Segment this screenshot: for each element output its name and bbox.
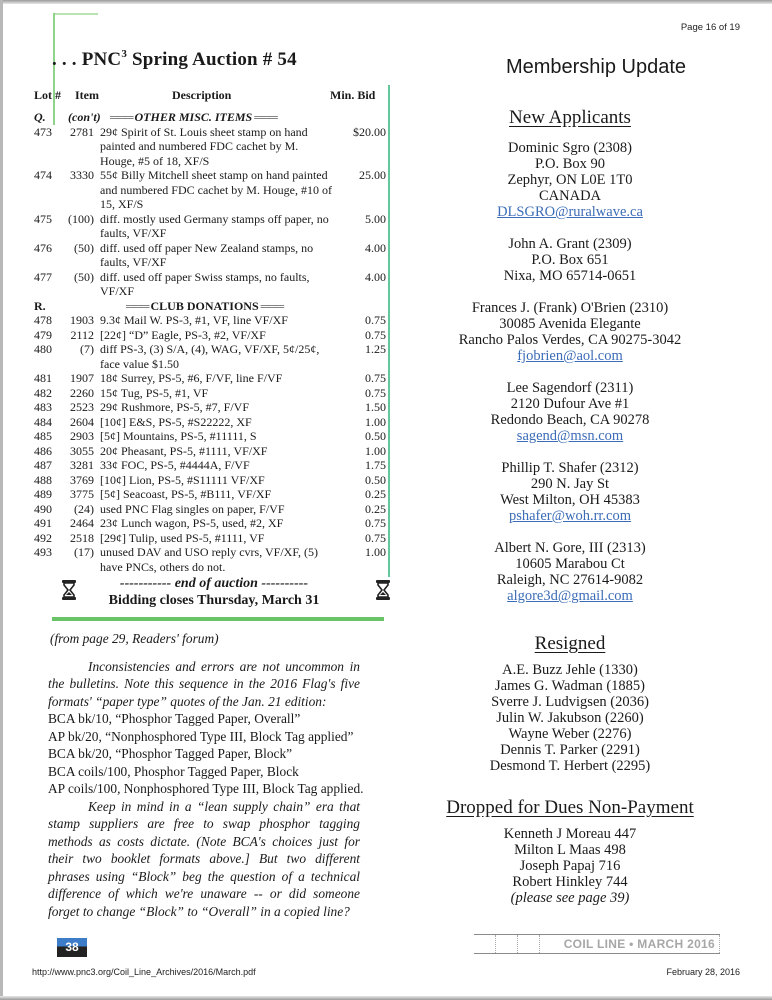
hourglass-icon bbox=[62, 580, 76, 600]
lot-description: diff PS-3, (3) S/A, (4), WAG, VF/XF, 5¢/25¢, face value $1.50 bbox=[100, 342, 320, 371]
applicant-address-line: Zephyr, ON L0E 1T0 bbox=[507, 172, 633, 188]
bidding-closes-text: Bidding closes Thursday, March 31 bbox=[108, 593, 320, 608]
applicant-address-line: Nixa, MO 65714-0651 bbox=[503, 268, 637, 284]
table-row bbox=[34, 212, 386, 241]
lot-number: 487 bbox=[34, 458, 52, 472]
auction-title: . . . PNC$^3$ Spring Auction # 54 bbox=[52, 48, 297, 70]
lot-number: 491 bbox=[34, 516, 52, 530]
scan-border-left bbox=[0, 0, 3, 1000]
min-bid: 1.00 bbox=[365, 443, 386, 458]
lot-number: 477 bbox=[34, 269, 52, 284]
applicant-entry bbox=[420, 540, 720, 604]
item-number: (7) bbox=[80, 342, 94, 356]
applicant-name: Albert N. Gore, III (2313) bbox=[494, 540, 646, 556]
banner-cell bbox=[474, 935, 496, 953]
lot-number: 474 bbox=[34, 168, 52, 182]
lot-number: 488 bbox=[34, 472, 52, 487]
readers-forum-article bbox=[48, 630, 364, 920]
min-bid: 1.00 bbox=[365, 414, 386, 429]
table-row bbox=[34, 531, 386, 546]
applicant-address-line: P.O. Box 90 bbox=[534, 156, 606, 172]
lot-description: 55¢ Billy Mitchell sheet stamp on hand painted and numbered FDC cachet by M. Houge, #10 of 15, XF/S bbox=[100, 168, 332, 211]
banner-cell bbox=[496, 935, 518, 953]
applicant-address-line: 10605 Marabou Ct bbox=[515, 556, 625, 572]
table-row bbox=[34, 458, 386, 473]
applicant-name: John A. Grant (2309) bbox=[508, 236, 632, 252]
item-number: (50) bbox=[74, 269, 94, 284]
lot-description: [5¢] Mountains, PS-5, #11111, S bbox=[100, 429, 257, 443]
applicant-entry bbox=[420, 140, 720, 220]
item-number: 3055 bbox=[70, 443, 94, 458]
green-divider bbox=[52, 617, 384, 621]
membership-title: Membership Update bbox=[505, 56, 687, 78]
item-number bbox=[64, 299, 116, 314]
applicant-email-link[interactable]: sagend@msn.com bbox=[516, 428, 624, 444]
table-row bbox=[34, 487, 386, 502]
hourglass-icon bbox=[376, 580, 390, 600]
page-number-badge: 38 bbox=[57, 938, 87, 957]
min-bid: 0.75 bbox=[365, 327, 386, 342]
min-bid: 0.75 bbox=[365, 530, 386, 545]
item-number: 3775 bbox=[70, 487, 94, 501]
item-number: 1903 bbox=[70, 313, 94, 327]
table-row bbox=[34, 342, 386, 371]
table-row bbox=[34, 429, 386, 444]
table-row bbox=[34, 125, 386, 169]
item-number: 3281 bbox=[70, 458, 94, 472]
lot-description: diff. used off paper Swiss stamps, no faults, VF/XF bbox=[100, 269, 310, 298]
lot-description: [5¢] Seacoast, PS-5, #B111, VF/XF bbox=[100, 487, 272, 501]
lot-number: 476 bbox=[34, 240, 52, 255]
min-bid: 0.25 bbox=[365, 501, 386, 516]
applicant-address-line: Redondo Beach, CA 90278 bbox=[490, 412, 650, 428]
min-bid: 1.50 bbox=[365, 400, 386, 414]
table-row bbox=[34, 313, 386, 328]
table-row bbox=[34, 270, 386, 299]
dropped-section bbox=[420, 797, 720, 906]
lot-number: 490 bbox=[34, 501, 52, 516]
resigned-member: James G. Wadman (1885) bbox=[495, 678, 645, 694]
lot-number: 489 bbox=[34, 487, 52, 501]
dropped-note: (please see page 39) bbox=[510, 890, 630, 906]
section-heading: ═══ OTHER MISC. ITEMS ═══ bbox=[110, 110, 277, 124]
section-row bbox=[34, 110, 386, 125]
resigned-member: A.E. Buzz Jehle (1330) bbox=[502, 662, 638, 678]
applicant-address-line: Raleigh, NC 27614-9082 bbox=[496, 572, 644, 588]
column-header-description: Description bbox=[172, 88, 232, 102]
resigned-member: Wayne Weber (2276) bbox=[508, 726, 632, 742]
lot-description: diff. mostly used Germany stamps off paper, no faults, VF/XF bbox=[100, 211, 329, 240]
lot-description: 20¢ Pheasant, PS-5, #1111, VF/XF bbox=[100, 443, 268, 458]
lot-number: 485 bbox=[34, 429, 52, 443]
applicant-email-link[interactable]: algore3d@gmail.com bbox=[507, 588, 633, 604]
table-row bbox=[34, 241, 386, 270]
resigned-member: Dennis T. Parker (2291) bbox=[500, 742, 640, 758]
lot-number: 479 bbox=[34, 327, 52, 342]
applicant-email-link[interactable]: DLSGRO@ruralwave.ca bbox=[497, 204, 643, 220]
lot-description: 23¢ Lunch wagon, PS-5, used, #2, XF bbox=[100, 516, 284, 530]
column-header-lot: Lot # bbox=[34, 88, 61, 102]
article-quote-line: BCA bk/10, “Phosphor Tagged Paper, Overall” bbox=[48, 711, 301, 726]
resigned-member: Julin W. Jakubson (2260) bbox=[496, 710, 644, 726]
lot-number: 492 bbox=[34, 530, 52, 545]
table-row bbox=[34, 400, 386, 415]
section-row bbox=[34, 299, 386, 314]
applicant-email-link[interactable]: pshafer@woh.rr.com bbox=[508, 508, 632, 524]
applicant-entry bbox=[420, 460, 720, 524]
lot-description: used PNC Flag singles on paper, F/VF bbox=[100, 501, 285, 516]
lot-number: R. bbox=[34, 298, 46, 313]
table-row bbox=[34, 502, 386, 517]
applicant-name: Frances J. (Frank) O'Brien (2310) bbox=[471, 300, 669, 316]
scan-border-top bbox=[0, 0, 772, 4]
applicant-name: Phillip T. Shafer (2312) bbox=[501, 460, 639, 476]
resigned-member: Desmond T. Herbert (2295) bbox=[489, 758, 651, 774]
table-row bbox=[34, 473, 386, 488]
lot-description: 29¢ Spirit of St. Louis sheet stamp on hand painted and numbered FDC cachet by M. Houge, #5 of 18, XF/S bbox=[100, 124, 308, 168]
article-paragraph-2: Keep in mind in a “lean supply chain” era that stamp suppliers are free to swap phosphor tagging methods as costs dictate. (Note BCA's choices just for their two booklet formats above.] But two different phrases using “Block” beg the question of a technical difference of which we're unaware -- or did someone forget to change “Block” to “Overall” in a copied line? bbox=[48, 798, 360, 919]
dropped-member: Robert Hinkley 744 bbox=[512, 874, 628, 890]
table-row bbox=[34, 415, 386, 430]
article-source-note: (from page 29, Readers' forum) bbox=[50, 631, 219, 646]
lot-number: Q. bbox=[34, 110, 46, 124]
applicant-entry bbox=[420, 300, 720, 364]
resigned-title: Resigned bbox=[534, 633, 606, 654]
item-number: 2518 bbox=[70, 530, 94, 545]
lot-number: 473 bbox=[34, 124, 52, 139]
resigned-member: Sverre J. Ludvigsen (2036) bbox=[491, 694, 649, 710]
article-paragraph-1: Inconsistencies and errors are not uncommon in the bulletins. Note this sequence in the 2016 Flag's five formats' “paper type” quotes of the Jan. 21 edition: bbox=[48, 658, 360, 709]
applicant-address-line: 30085 Avenida Elegante bbox=[499, 316, 641, 332]
green-rule-right bbox=[388, 85, 390, 577]
item-number: 3769 bbox=[70, 472, 94, 487]
item-number: (24) bbox=[74, 501, 94, 516]
item-number: 2523 bbox=[70, 400, 94, 414]
lot-description: [10¢] Lion, PS-5, #S11111 VF/XF bbox=[100, 472, 265, 487]
lot-description: [10¢] E&S, PS-5, #S22222, XF bbox=[100, 414, 252, 429]
lot-description: [22¢] “D” Eagle, PS-3, #2, VF/XF bbox=[100, 327, 266, 342]
lot-number: 480 bbox=[34, 342, 52, 356]
min-bid: 0.50 bbox=[365, 429, 386, 443]
table-row bbox=[34, 168, 386, 212]
applicant-name: Lee Sagendorf (2311) bbox=[506, 380, 634, 396]
min-bid: 25.00 bbox=[359, 168, 386, 182]
coil-line-banner-text: COIL LINE • MARCH 2016 bbox=[540, 935, 720, 953]
lot-number: 478 bbox=[34, 313, 52, 327]
min-bid bbox=[340, 110, 386, 125]
dropped-title: Dropped for Dues Non-Payment bbox=[446, 797, 694, 818]
applicant-address-line: P.O. Box 651 bbox=[531, 252, 609, 268]
footer-date: February 28, 2016 bbox=[666, 967, 740, 977]
min-bid: 5.00 bbox=[365, 211, 386, 226]
item-number: 2903 bbox=[70, 429, 94, 443]
min-bid: 1.00 bbox=[365, 545, 386, 559]
lot-description: diff. used off paper New Zealand stamps, no faults, VF/XF bbox=[100, 240, 314, 269]
item-number: (con't) bbox=[68, 110, 101, 124]
scan-border-bottom bbox=[0, 996, 772, 1000]
lot-number: 484 bbox=[34, 414, 52, 429]
dropped-member: Milton L Maas 498 bbox=[514, 842, 626, 858]
article-quote-line: BCA bk/20, “Phosphor Tagged Paper, Block” bbox=[48, 746, 293, 761]
article-quote-line: AP bk/20, “Nonphosphored Type III, Block Tag applied” bbox=[48, 728, 354, 744]
item-number: 1907 bbox=[70, 371, 94, 385]
lot-description: unused DAV and USO reply cvrs, VF/XF, (5) have PNCs, others do not. bbox=[100, 545, 319, 574]
min-bid: 1.25 bbox=[365, 342, 386, 356]
footer-url[interactable]: http://www.pnc3.org/Coil_Line_Archives/2016/March.pdf bbox=[32, 967, 256, 977]
column-header-min-bid: Min. Bid bbox=[330, 88, 376, 102]
min-bid: 4.00 bbox=[365, 240, 386, 255]
item-number: 2604 bbox=[70, 414, 94, 429]
article-quote-line: BCA coils/100, Phosphor Tagged Paper, Block bbox=[48, 763, 299, 779]
item-number: (100) bbox=[68, 211, 94, 226]
item-number: 2112 bbox=[70, 327, 94, 342]
new-applicants-title: New Applicants bbox=[509, 107, 631, 128]
end-of-auction-text: ----------- end of auction ---------- bbox=[119, 576, 309, 591]
lot-description: 29¢ Rushmore, PS-5, #7, F/VF bbox=[100, 400, 250, 414]
applicant-address-line: Rancho Palos Verdes, CA 90275-3042 bbox=[458, 332, 682, 348]
min-bid: 1.75 bbox=[365, 458, 386, 472]
table-row bbox=[34, 386, 386, 401]
column-header-item: Item bbox=[75, 88, 99, 102]
min-bid: 0.75 bbox=[365, 313, 386, 327]
applicant-name: Dominic Sgro (2308) bbox=[507, 140, 633, 156]
green-rule-top bbox=[55, 13, 98, 15]
end-of-auction-block bbox=[40, 576, 388, 610]
min-bid: 0.75 bbox=[365, 385, 386, 400]
section-heading-text: OTHER MISC. ITEMS bbox=[134, 110, 253, 124]
dropped-member: Kenneth J Moreau 447 bbox=[503, 826, 637, 842]
item-number: (17) bbox=[74, 545, 94, 559]
auction-lot-table bbox=[34, 110, 386, 574]
min-bid: $20.00 bbox=[353, 124, 386, 139]
table-row bbox=[34, 371, 386, 386]
lot-description: 15¢ Tug, PS-5, #1, VF bbox=[100, 385, 209, 400]
section-heading: ═══ CLUB DONATIONS ═══ bbox=[126, 298, 284, 313]
table-row bbox=[34, 545, 386, 574]
min-bid: 4.00 bbox=[365, 269, 386, 284]
min-bid: 0.25 bbox=[365, 487, 386, 501]
lot-description: 33¢ FOC, PS-5, #4444A, F/VF bbox=[100, 458, 250, 472]
lot-description: 18¢ Surrey, PS-5, #6, F/VF, line F/VF bbox=[100, 371, 283, 385]
article-quote-line: AP coils/100, Nonphosphored Type III, Block Tag applied. bbox=[48, 781, 364, 796]
min-bid bbox=[340, 299, 386, 314]
resigned-section bbox=[420, 633, 720, 774]
item-number: 2260 bbox=[70, 385, 94, 400]
lot-number: 475 bbox=[34, 211, 52, 226]
min-bid: 0.50 bbox=[365, 472, 386, 487]
page-indicator: Page 16 of 19 bbox=[680, 22, 740, 33]
lot-description: [29¢] Tulip, used PS-5, #1111, VF bbox=[100, 530, 265, 545]
lot-number: 486 bbox=[34, 443, 52, 458]
item-number: 2464 bbox=[70, 516, 94, 530]
min-bid: 0.75 bbox=[365, 516, 386, 530]
item-number: 2781 bbox=[70, 124, 94, 139]
table-row bbox=[34, 516, 386, 531]
item-number: (50) bbox=[74, 240, 94, 255]
applicant-address-line: West Milton, OH 45383 bbox=[500, 492, 640, 508]
min-bid: 0.75 bbox=[365, 371, 386, 385]
lot-number: 481 bbox=[34, 371, 52, 385]
applicant-email-link[interactable]: fjobrien@aol.com bbox=[517, 348, 623, 364]
coil-line-banner bbox=[474, 934, 720, 954]
dropped-member: Joseph Papaj 716 bbox=[519, 858, 621, 874]
applicant-address-line: 2120 Dufour Ave #1 bbox=[510, 396, 630, 412]
applicant-address-line: 290 N. Jay St bbox=[530, 476, 610, 492]
applicant-entry bbox=[420, 236, 720, 284]
table-row bbox=[34, 328, 386, 343]
lot-number: 483 bbox=[34, 400, 52, 414]
new-applicants-section bbox=[420, 107, 720, 620]
applicant-entry bbox=[420, 380, 720, 444]
lot-description: 9.3¢ Mail W. PS-3, #1, VF, line VF/XF bbox=[100, 313, 288, 327]
lot-number: 482 bbox=[34, 385, 52, 400]
lot-number: 493 bbox=[34, 545, 52, 559]
applicant-address-line: CANADA bbox=[538, 188, 602, 204]
section-heading-text: CLUB DONATIONS bbox=[150, 298, 259, 313]
item-number: 3330 bbox=[70, 168, 94, 182]
banner-cell bbox=[518, 935, 540, 953]
table-row bbox=[34, 444, 386, 459]
